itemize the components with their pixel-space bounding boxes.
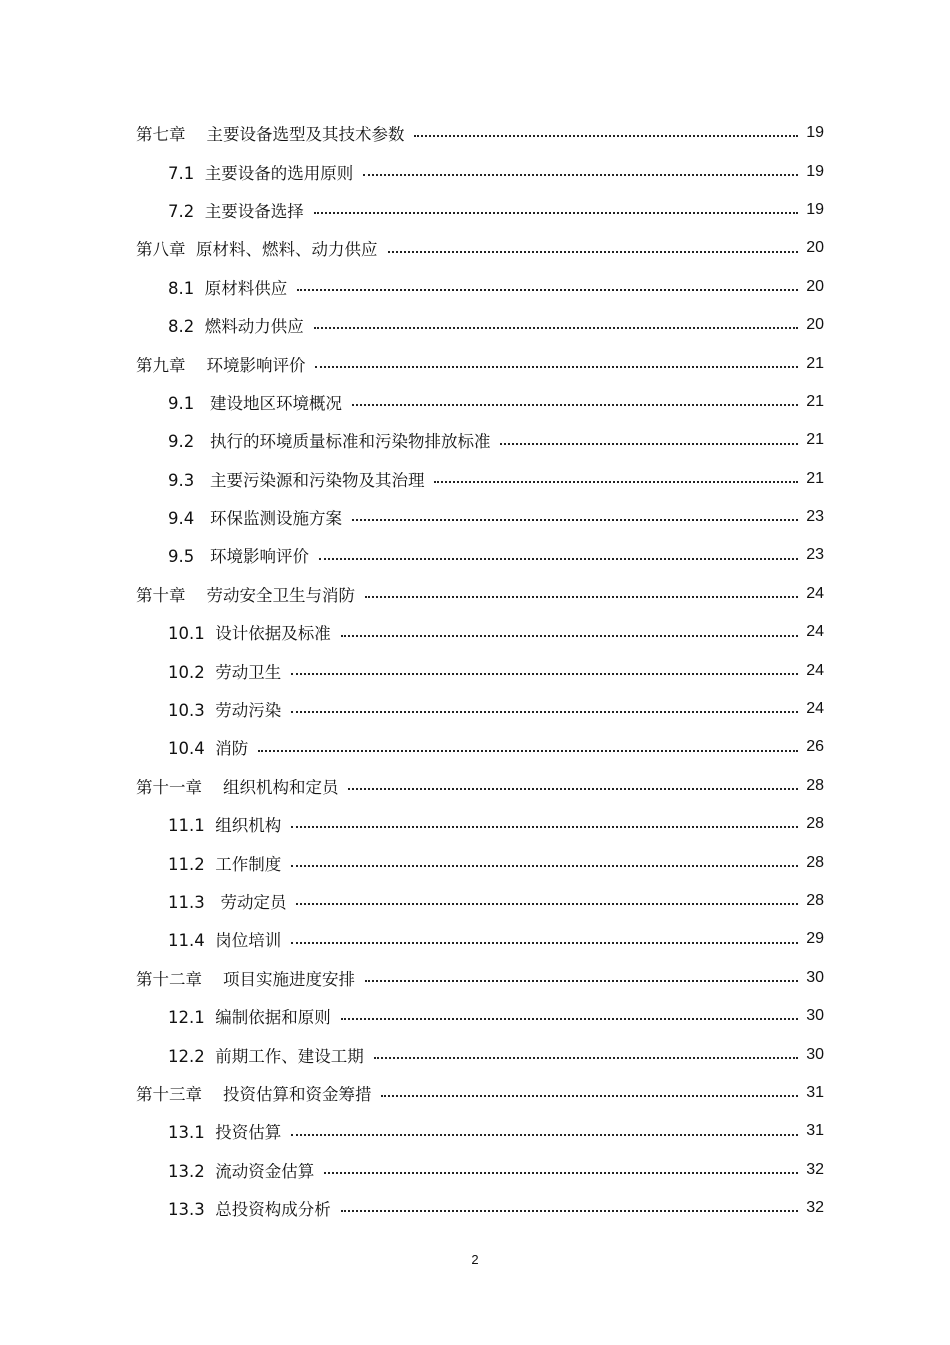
toc-dot-leader: [291, 925, 798, 944]
toc-entry-title: 10.3 劳动污染: [168, 701, 282, 721]
toc-entry-title: 8.2 燃料动力供应: [168, 317, 304, 337]
toc-section-entry[interactable]: [0, 1035, 950, 1073]
toc-section-entry[interactable]: [0, 191, 950, 229]
toc-dot-leader: [319, 541, 798, 560]
toc-entry-title: 7.2 主要设备选择: [168, 201, 304, 221]
toc-section-entry[interactable]: [0, 306, 950, 344]
toc-entry-page: 29: [806, 930, 824, 948]
toc-entry-page: 24: [806, 661, 824, 679]
toc-entry-page: 32: [806, 1199, 824, 1217]
toc-dot-leader: [365, 580, 798, 599]
toc-entry-page: 24: [806, 584, 824, 602]
toc-entry-title: 第十章 劳动安全卫生与消防: [136, 585, 355, 605]
toc-entry-title: 第九章 环境影响评价: [136, 355, 306, 375]
toc-dot-leader: [352, 388, 798, 407]
toc-section-entry[interactable]: [0, 1151, 950, 1189]
toc-dot-leader: [381, 1079, 798, 1098]
toc-entry-page: 30: [806, 1007, 824, 1025]
toc-chapter-entry[interactable]: [0, 1074, 950, 1112]
toc-chapter-entry[interactable]: [0, 767, 950, 805]
toc-entry-page: 19: [806, 124, 824, 142]
toc-entry-title: 10.1 设计依据及标准: [168, 624, 331, 644]
toc-entry-title: 12.1 编制依据和原则: [168, 1008, 331, 1028]
toc-entry-title: 第七章 主要设备选型及其技术参数: [136, 125, 405, 145]
toc-entry-title: 第八章 原材料、燃料、动力供应: [136, 240, 378, 260]
toc-entry-title: 11.3 劳动定员: [168, 893, 287, 912]
toc-chapter-entry[interactable]: [0, 575, 950, 613]
toc-dot-leader: [414, 119, 798, 138]
toc-entry-page: 26: [806, 738, 824, 756]
toc-entry-page: 28: [806, 892, 824, 909]
toc-entry-title: 13.1 投资估算: [168, 1123, 282, 1143]
toc-entry-title: 9.3 主要污染源和污染物及其治理: [168, 470, 425, 490]
toc-dot-leader: [374, 1040, 798, 1059]
toc-section-entry[interactable]: [0, 268, 950, 306]
toc-entry-page: 31: [806, 1122, 824, 1140]
toc-entry-title: 9.4 环保监测设施方案: [168, 509, 342, 529]
toc-entry-title: 第十三章 投资估算和资金筹措: [136, 1084, 372, 1104]
toc-chapter-entry[interactable]: [0, 229, 950, 267]
toc-dot-leader: [365, 964, 798, 983]
toc-dot-leader: [363, 157, 798, 176]
toc-section-entry[interactable]: [0, 882, 950, 920]
toc-dot-leader: [434, 464, 798, 483]
toc-dot-leader: [314, 196, 798, 215]
toc-section-entry[interactable]: [0, 805, 950, 843]
toc-entry-page: 28: [806, 776, 824, 794]
toc-chapter-entry[interactable]: [0, 344, 950, 382]
toc-section-entry[interactable]: [0, 536, 950, 574]
toc-dot-leader: [291, 656, 798, 675]
toc-entry-page: 24: [806, 700, 824, 718]
toc-entry-title: 11.2 工作制度: [168, 854, 282, 874]
toc-section-entry[interactable]: [0, 1189, 950, 1227]
toc-section-entry[interactable]: [0, 920, 950, 958]
toc-section-entry[interactable]: [0, 383, 950, 421]
toc-entry-title: 13.2 流动资金估算: [168, 1161, 315, 1181]
toc-entry-page: 20: [806, 277, 824, 295]
toc-entry-title: 8.1 原材料供应: [168, 278, 288, 298]
toc-entry-title: 9.1 建设地区环境概况: [168, 393, 342, 413]
toc-dot-leader: [291, 1117, 798, 1136]
toc-section-entry[interactable]: [0, 421, 950, 459]
toc-section-entry[interactable]: [0, 651, 950, 689]
toc-dot-leader: [291, 848, 798, 867]
toc-entry-page: 19: [806, 162, 824, 180]
toc-entry-page: 19: [806, 200, 824, 218]
toc-dot-leader: [341, 618, 798, 637]
toc-entry-title: 13.3 总投资构成分析: [168, 1200, 331, 1220]
toc-chapter-entry[interactable]: [0, 114, 950, 152]
toc-dot-leader: [324, 1155, 798, 1174]
toc-entry-title: 10.2 劳动卫生: [168, 662, 282, 682]
toc-section-entry[interactable]: [0, 1112, 950, 1150]
toc-entry-page: 20: [806, 239, 824, 257]
table-of-contents: [0, 114, 950, 1227]
toc-dot-leader: [291, 695, 798, 714]
toc-entry-page: 21: [806, 354, 824, 372]
toc-dot-leader: [500, 426, 798, 445]
toc-chapter-entry[interactable]: [0, 959, 950, 997]
toc-dot-leader: [341, 1002, 798, 1021]
toc-dot-leader: [314, 311, 798, 330]
toc-dot-leader: [258, 733, 798, 752]
toc-dot-leader: [315, 349, 798, 368]
toc-section-entry[interactable]: [0, 997, 950, 1035]
toc-entry-page: 21: [806, 431, 824, 449]
toc-section-entry[interactable]: [0, 460, 950, 498]
toc-entry-page: 23: [806, 508, 824, 526]
toc-dot-leader: [296, 887, 798, 906]
toc-entry-title: 11.1 组织机构: [168, 816, 282, 836]
toc-entry-page: 21: [806, 392, 824, 410]
toc-section-entry[interactable]: [0, 843, 950, 881]
toc-entry-title: 12.2 前期工作、建设工期: [168, 1046, 364, 1066]
toc-entry-page: 31: [806, 1083, 824, 1101]
toc-entry-page: 20: [806, 316, 824, 334]
toc-section-entry[interactable]: [0, 690, 950, 728]
toc-entry-title: 7.1 主要设备的选用原则: [168, 163, 354, 183]
toc-dot-leader: [388, 234, 799, 253]
toc-entry-page: 30: [806, 1045, 824, 1063]
toc-entry-title: 9.5 环境影响评价: [168, 547, 309, 567]
toc-entry-page: 30: [806, 968, 824, 986]
toc-dot-leader: [352, 503, 798, 522]
toc-entry-title: 第十二章 项目实施进度安排: [136, 969, 355, 989]
toc-entry-title: 11.4 岗位培训: [168, 931, 282, 951]
toc-entry-page: 23: [806, 546, 824, 564]
toc-section-entry[interactable]: [0, 728, 950, 766]
page-number: 2: [471, 1252, 479, 1267]
toc-entry-page: 21: [806, 469, 824, 487]
toc-entry-page: 28: [806, 853, 824, 871]
toc-section-entry[interactable]: [0, 152, 950, 190]
toc-dot-leader: [348, 772, 798, 791]
toc-entry-page: 28: [806, 815, 824, 833]
toc-dot-leader: [297, 273, 798, 292]
toc-entry-title: 第十一章 组织机构和定员: [136, 777, 339, 797]
toc-entry-page: 32: [806, 1160, 824, 1178]
toc-entry-page: 24: [806, 623, 824, 641]
toc-entry-title: 10.4 消防: [168, 739, 249, 759]
toc-section-entry[interactable]: [0, 498, 950, 536]
toc-dot-leader: [341, 1194, 798, 1213]
toc-entry-title: 9.2 执行的环境质量标准和污染物排放标准: [168, 432, 491, 452]
toc-section-entry[interactable]: [0, 613, 950, 651]
toc-dot-leader: [291, 810, 798, 829]
